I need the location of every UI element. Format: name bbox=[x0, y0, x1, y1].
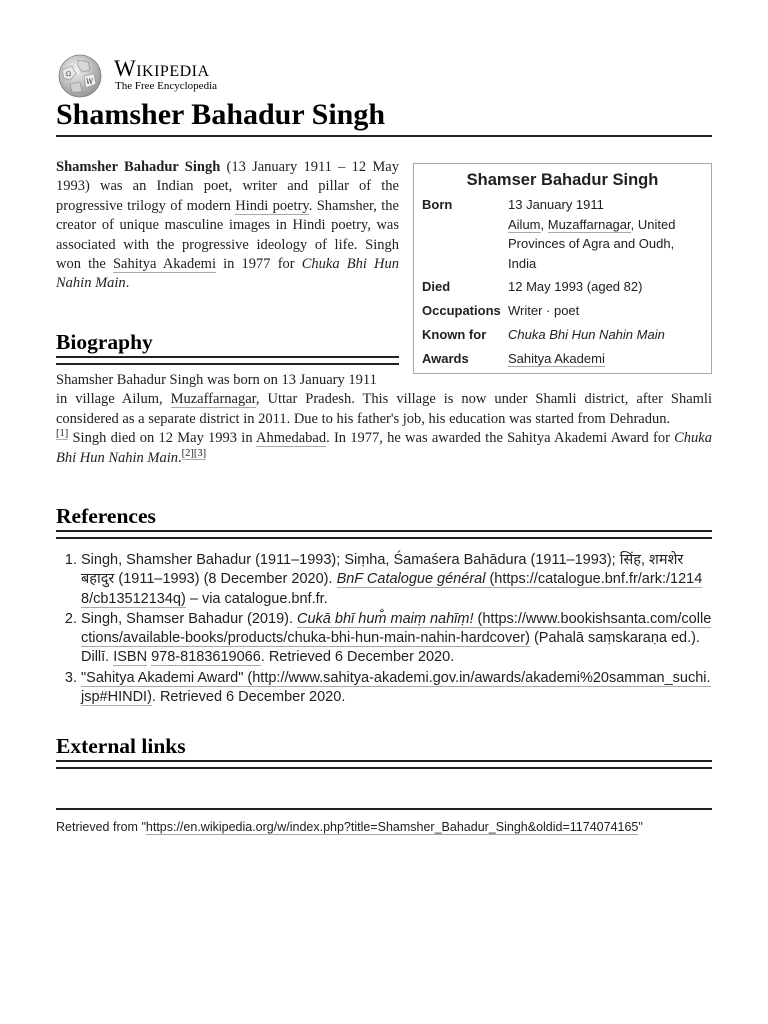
bio-line-1: Shamsher Bahadur Singh was born on 13 January 1911 bbox=[56, 372, 377, 388]
infobox-value: 13 January 1911 Ailum, Muzaffarnagar, United Provinces of Agra and Oudh, India bbox=[508, 197, 676, 271]
section-heading-external-links: External links bbox=[56, 734, 186, 758]
infobox-label: Occupations bbox=[422, 303, 501, 318]
section-heading-biography: Biography bbox=[56, 330, 153, 354]
bio-text-1: in village Ailum, bbox=[56, 391, 171, 408]
infobox-label: Awards bbox=[422, 351, 469, 366]
bio-work-title: Chuka Bhi Hun Nahin Main bbox=[56, 430, 712, 466]
sahitya-akademi-award-link[interactable]: "Sahitya Akademi Award" (http://www.sahitya-akademi.gov.in/awards/akademi%20samman_suchi.jsp#HINDI) bbox=[81, 669, 711, 706]
ahmedabad-link[interactable]: Ahmedabad bbox=[256, 430, 327, 447]
section-heading-references: References bbox=[56, 504, 156, 528]
hindi-poetry-link[interactable]: Hindi poetry bbox=[235, 197, 309, 214]
isbn-number-link[interactable]: 978-8183619066 bbox=[151, 649, 261, 666]
bio-text-5: . bbox=[178, 449, 182, 466]
infobox-value: 12 May 1993 (aged 82) bbox=[508, 279, 643, 294]
infobox-value: Chuka Bhi Hun Nahin Main bbox=[508, 327, 665, 342]
citation-2[interactable]: [2] bbox=[181, 447, 194, 459]
sahitya-akademi-link[interactable]: Sahitya Akademi bbox=[112, 256, 216, 273]
footer-rule bbox=[56, 808, 712, 810]
section-rule bbox=[56, 356, 399, 365]
citation-3[interactable]: [3] bbox=[193, 447, 207, 459]
lead-paragraph bbox=[56, 158, 399, 294]
retrieved-label: Retrieved from " bbox=[56, 820, 146, 834]
reference-item bbox=[81, 551, 712, 609]
awards-sahitya-akademi-link[interactable]: Sahitya Akademi bbox=[508, 351, 605, 366]
references-list bbox=[56, 551, 712, 708]
page-title: Shamsher Bahadur Singh bbox=[56, 96, 712, 137]
reference-item bbox=[81, 610, 712, 668]
reference-link-url: (https://catalogue.bnf.fr/ark:/12148/cb13512134q) bbox=[81, 571, 703, 607]
reference-link-title: Cukā bhī hum̐ maiṃ nahīṃ! bbox=[297, 610, 474, 627]
lead-subject: Shamsher Bahadur Singh bbox=[56, 159, 221, 175]
reference-link-title: BnF Catalogue général bbox=[336, 571, 486, 588]
infobox-title: Shamser Bahadur Singh bbox=[466, 171, 659, 189]
isbn-link[interactable]: ISBN bbox=[113, 649, 148, 666]
permanent-link[interactable]: https://en.wikipedia.org/w/index.php?title=Shamsher_Bahadur_Singh&oldid=1174074165 bbox=[145, 820, 639, 834]
born-date: 13 January 1911 bbox=[508, 197, 604, 212]
bio-text-3: Singh died on 12 May 1993 in bbox=[68, 430, 257, 447]
bio-text-4: . In 1977, he was awarded the Sahitya Akademi Award for bbox=[326, 430, 675, 447]
born-place-rest: , United Provinces of Agra and Oudh, India bbox=[508, 216, 676, 271]
infobox-label: Known for bbox=[422, 327, 487, 342]
infobox bbox=[413, 163, 712, 374]
reference-text: (Pahalā saṃskaraṇa ed.). Dillī. bbox=[81, 630, 700, 666]
reference-item bbox=[81, 669, 712, 708]
biography-paragraph bbox=[56, 371, 712, 468]
infobox-value bbox=[508, 349, 700, 369]
wikipedia-wordmark[interactable]: Wikipedia bbox=[114, 56, 210, 81]
lead-text-3: in 1977 for bbox=[215, 256, 302, 273]
svg-text:W: W bbox=[86, 78, 94, 86]
muzaffarnagar-link[interactable]: Muzaffarnagar bbox=[547, 216, 631, 232]
citation-1[interactable]: [1] bbox=[56, 428, 69, 440]
reference-link-url: (https://www.bookishsanta.com/collections/available-books/products/chuka-bhi-hun-main-nahin-hardcover) bbox=[81, 610, 712, 647]
retrieved-from bbox=[56, 818, 643, 836]
lead-text-4: . bbox=[125, 275, 130, 292]
reference-text: – via catalogue.bnf.fr. bbox=[185, 590, 328, 607]
reference-text: Singh, Shamsher Bahadur (1911–1993); Siṃha, Śamaśera Bahādura (1911–1993); सिंह, शमशेर बहादुर (1911–1993) (8 December 2020). bbox=[81, 552, 684, 588]
reference-text: Singh, Shamser Bahadur (2019). bbox=[81, 610, 298, 627]
infobox-label: Died bbox=[422, 279, 451, 294]
lead-text-2: . Shamsher, the creator of unique masculine images in Hindi poetry, was associated with the progressive ideology of life. Singh won the bbox=[56, 197, 399, 273]
section-rule bbox=[56, 530, 712, 539]
infobox-label: Born bbox=[422, 197, 453, 212]
bio-text-2: , Uttar Pradesh. This village is now under Shamli district, after Shamli considered as a separate district in 2011. Due to his father's job, his education was started from Dehradun. bbox=[56, 391, 712, 427]
reference-text: . Retrieved 6 December 2020. bbox=[151, 689, 346, 706]
wikipedia-tagline: The Free Encyclopedia bbox=[115, 80, 218, 92]
retrieved-quote: " bbox=[638, 820, 643, 834]
wikipedia-globe-icon[interactable] bbox=[56, 54, 104, 98]
ailum-link[interactable]: Ailum bbox=[508, 216, 541, 232]
svg-text:Ω: Ω bbox=[66, 71, 71, 78]
lead-text-1: (13 January 1911 – 12 May 1993) was an Indian poet, writer and pillar of the progressive trilogy of modern bbox=[56, 159, 399, 214]
infobox-value: Writer · poet bbox=[508, 303, 580, 318]
section-rule bbox=[56, 760, 712, 769]
reference-text: . Retrieved 6 December 2020. bbox=[260, 649, 455, 666]
lead-work-title: Chuka Bhi Hun Nahin Main bbox=[56, 256, 400, 292]
bio-muzaffarnagar-link[interactable]: Muzaffarnagar bbox=[170, 391, 256, 408]
